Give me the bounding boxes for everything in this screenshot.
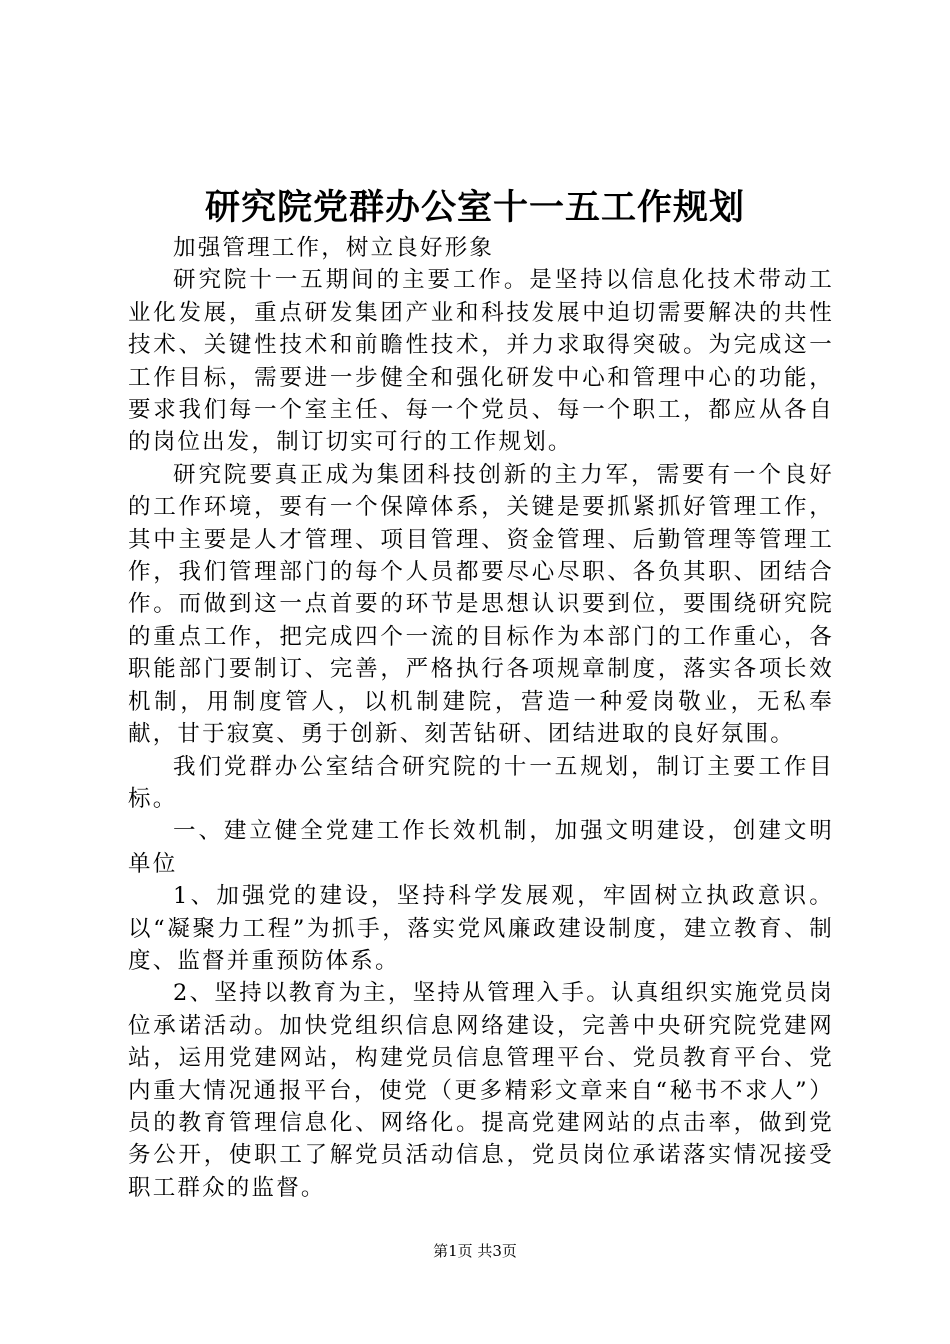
paragraph-management: 研究院要真正成为集团科技创新的主力军，需要有一个良好的工作环境，要有一个保障体系，关键是要抓紧抓好管理工作，其中主要是人才管理、项目管理、资金管理、后勤管理等管理工作，我们管理部门的每个人员都要尽心尽职、各负其职、团结合作。而做到这一点首要的环节是思想认识要到位，要围绕研究院的重点工作，把完成四个一流的目标作为本部门的工作重心，各职能部门要制订、完善，严格执行各项规章制度，落实各项长效机制，用制度管人，以机制建院，营造一种爱岗敬业，无私奉献，甘于寂寞、勇于创新、刻苦钻研、团结进取的良好氛围。 xyxy=(128,461,834,748)
paragraph-goals: 我们党群办公室结合研究院的十一五规划，制订主要工作目标。 xyxy=(128,753,834,812)
list-item-1: 1、加强党的建设，坚持科学发展观，牢固树立执政意识。以“凝聚力工程”为抓手，落实党风廉政建设制度，建立教育、制度、监督并重预防体系。 xyxy=(128,883,834,974)
paragraph-heading: 加强管理工作，树立良好形象 xyxy=(173,235,495,261)
paragraph-main-work: 研究院十一五期间的主要工作。是坚持以信息化技术带动工业化发展，重点研发集团产业和科技发展中迫切需要解决的共性技术、关键性技术和前瞻性技术，并力求取得突破。为完成这一工作目标，需要进一步健全和强化研发中心和管理中心的功能，要求我们每一个室主任、每一个党员、每一个职工，都应从各自的岗位出发，制订切实可行的工作规划。 xyxy=(128,267,834,456)
document-title: 研究院党群办公室十一五工作规划 xyxy=(204,187,745,228)
section-heading-1: 一、建立健全党建工作长效机制，加强文明建设，创建文明单位 xyxy=(128,818,834,877)
page-footer: 第1页 共3页 xyxy=(433,1242,517,1260)
document-body xyxy=(128,232,834,1204)
list-item-2: 2、坚持以教育为主，坚持从管理入手。认真组织实施党员岗位承诺活动。加快党组织信息网络建设，完善中央研究院党建网站，运用党建网站，构建党员信息管理平台、党员教育平台、党内重大情况通报平台，使党（更多精彩文章来自“秘书不求人”）员的教育管理信息化、网络化。提高党建网站的点击率，做到党务公开，使职工了解党员活动信息，党员岗位承诺落实情况接受职工群众的监督。 xyxy=(128,980,834,1201)
